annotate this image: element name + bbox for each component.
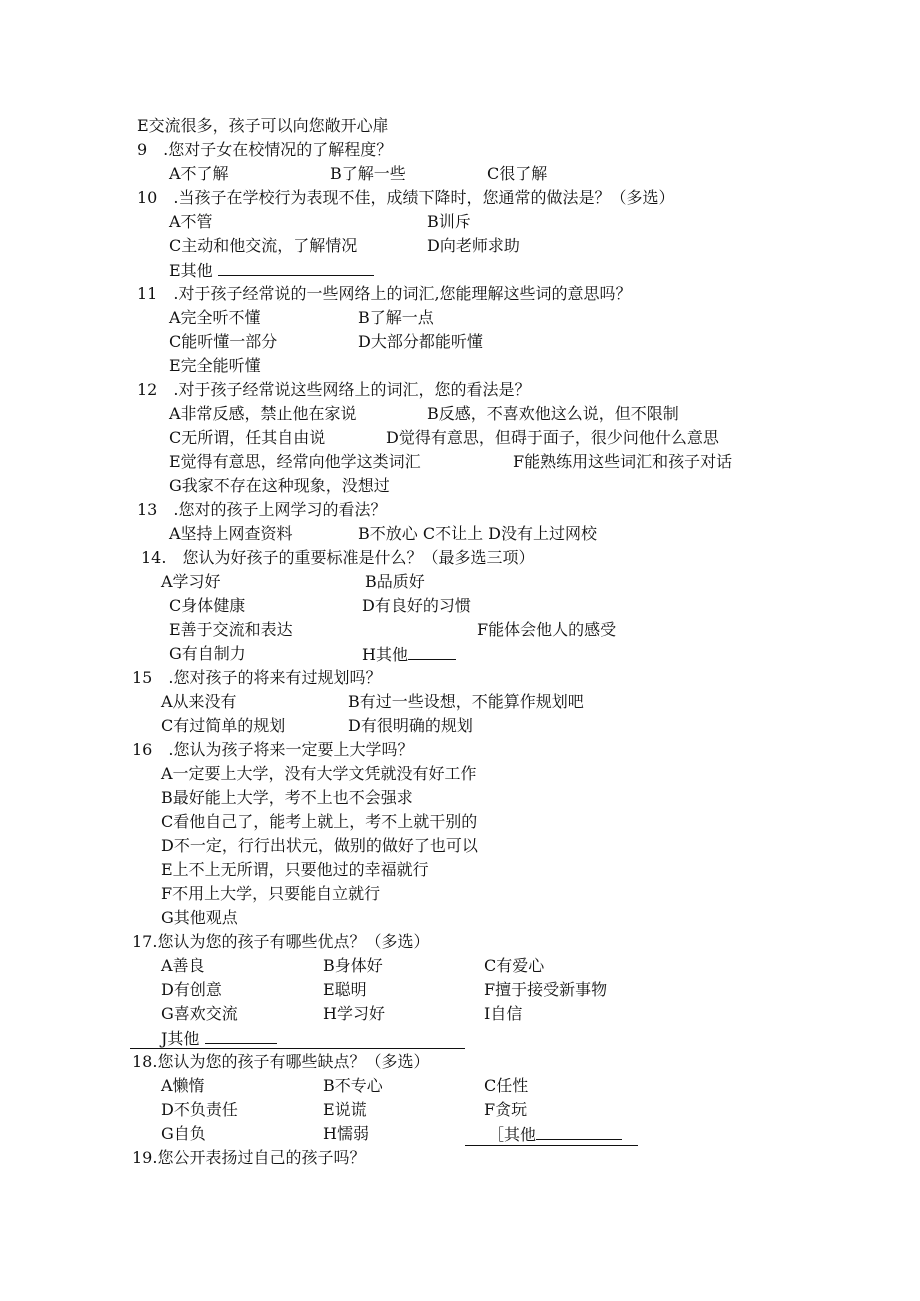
option-text: D向老师求助 (427, 236, 520, 255)
option-text: G其他观点 (161, 908, 238, 927)
option-text: A非常反感，禁止他在家说 (169, 404, 357, 423)
option-text: B身体好 (323, 956, 383, 975)
option-text: A善良 (161, 956, 205, 975)
option-text: B了解一些 (330, 164, 406, 183)
option-text: G喜欢交流 (161, 1004, 238, 1023)
option-label: ［其他 (488, 1125, 537, 1144)
option-text: E善于交流和表达 (169, 620, 293, 639)
question-11: 11 .对于孩子经常说的一些网络上的词汇,您能理解这些词的意思吗？ (137, 284, 632, 303)
question-10: 10 .当孩子在学校行为表现不佳，成绩下降时，您通常的做法是？（多选） (137, 188, 675, 207)
option-text: H学习好 (323, 1004, 385, 1023)
divider-line (130, 1048, 465, 1049)
option-text: B有过一些设想，不能算作规划吧 (348, 692, 584, 711)
option-text-with-blank (169, 259, 374, 281)
option-text: C有过简单的规划 (161, 716, 286, 735)
option-text: A不了解 (169, 164, 229, 183)
option-text: B了解一点 (358, 308, 434, 327)
option-text: D不负责任 (161, 1100, 238, 1119)
option-text: E交流很多，孩子可以向您敞开心扉 (137, 116, 389, 135)
option-text: D大部分都能听懂 (358, 332, 483, 351)
option-text: D有良好的习惯 (362, 596, 471, 615)
option-text: F能体会他人的感受 (477, 620, 617, 639)
option-text: A学习好 (161, 572, 221, 591)
option-text: C无所谓，任其自由说 (169, 428, 326, 447)
option-text: C看他自己了，能考上就上，考不上就干别的 (161, 812, 478, 831)
option-text: E上不上无所谓，只要他过的幸福就行 (161, 860, 429, 879)
option-label: J其他 (161, 1029, 200, 1048)
option-text: A完全听不懂 (169, 308, 261, 327)
option-text: D觉得有意思，但碍于面子，很少问他什么意思 (386, 428, 719, 447)
option-text: B反感，不喜欢他这么说，但不限制 (427, 404, 679, 423)
option-text: C能听懂一部分 (169, 332, 278, 351)
option-text: H懦弱 (323, 1124, 369, 1143)
answer-blank (536, 1123, 622, 1140)
option-text: B训斥 (427, 212, 471, 231)
option-text: D不一定，行行出状元，做别的做好了也可以 (161, 836, 478, 855)
option-text: B不放心 C不让上 D没有上过网校 (358, 524, 598, 543)
option-text: G有自制力 (169, 644, 246, 663)
option-label: E其他 (169, 261, 213, 280)
question-12: 12 .对于孩子经常说这些网络上的词汇，您的看法是？ (137, 380, 531, 399)
option-text: B最好能上大学，考不上也不会强求 (161, 788, 413, 807)
option-text: C主动和他交流，了解情况 (169, 236, 358, 255)
option-text-with-blank (362, 643, 456, 665)
question-13: 13 .您对的孩子上网学习的看法？ (137, 500, 387, 519)
option-text: F能熟练用这些词汇和孩子对话 (513, 452, 733, 471)
option-text: D有很明确的规划 (348, 716, 473, 735)
answer-blank (218, 259, 374, 276)
option-text: C有爱心 (484, 956, 545, 975)
option-text-with-blank (488, 1123, 622, 1145)
option-text: C任性 (484, 1076, 529, 1095)
option-text: E聪明 (323, 980, 367, 999)
question-9: 9 .您对子女在校情况的了解程度？ (137, 140, 393, 159)
option-text: F擅于接受新事物 (484, 980, 608, 999)
option-label: H其他 (362, 645, 408, 664)
option-text: A一定要上大学，没有大学文凭就没有好工作 (161, 764, 477, 783)
option-text-with-blank (161, 1027, 277, 1049)
option-text: B品质好 (365, 572, 425, 591)
option-text: A懒惰 (161, 1076, 205, 1095)
option-text: D有创意 (161, 980, 222, 999)
question-15: 15 .您对孩子的将来有过规划吗？ (132, 668, 382, 687)
divider-line (465, 1145, 638, 1146)
option-text: A不管 (169, 212, 213, 231)
question-19: 19.您公开表扬过自己的孩子吗？ (132, 1148, 366, 1167)
option-text: I自信 (484, 1004, 523, 1023)
option-text: F不用上大学，只要能自立就行 (161, 884, 381, 903)
question-17: 17.您认为您的孩子有哪些优点？（多选） (132, 932, 430, 951)
question-16: 16 .您认为孩子将来一定要上大学吗？ (132, 740, 414, 759)
option-text: E完全能听懂 (169, 356, 261, 375)
answer-blank (205, 1027, 277, 1044)
question-18: 18.您认为您的孩子有哪些缺点？（多选） (132, 1052, 430, 1071)
option-text: B不专心 (323, 1076, 383, 1095)
option-text: C很了解 (487, 164, 548, 183)
option-text: A坚持上网查资料 (169, 524, 293, 543)
option-text: G我家不存在这种现象，没想过 (169, 476, 390, 495)
option-text: C身体健康 (169, 596, 246, 615)
option-text: E觉得有意思，经常向他学这类词汇 (169, 452, 421, 471)
answer-blank (408, 643, 456, 660)
option-text: G自负 (161, 1124, 206, 1143)
option-text: A从来没有 (161, 692, 237, 711)
option-text: E说谎 (323, 1100, 367, 1119)
question-14: 14. 您认为好孩子的重要标准是什么？（最多选三项） (141, 548, 535, 567)
option-text: F贪玩 (484, 1100, 528, 1119)
